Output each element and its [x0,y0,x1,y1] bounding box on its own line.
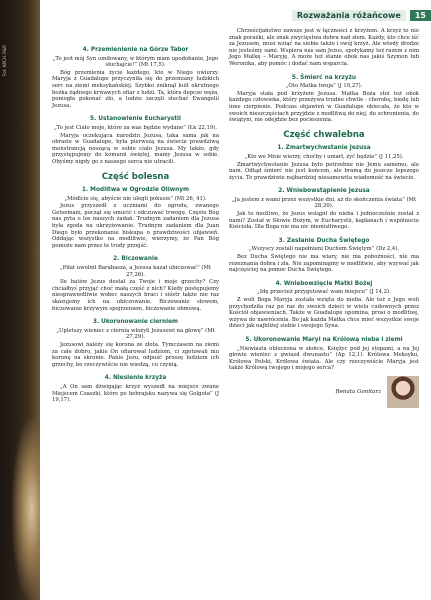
section-title: 5. Śmierć na krzyżu [291,74,357,81]
section-body: Bóg przemienia życie każdego, kto w Niego uwierzy. Maryja z Guadalupe przyczyniła się do przemiany ludzkich serc na ziemi meksykańskiej. Szybko zniknął kult okrutnego bożka żądnego krwawych ofiar z ludzi. Ta, która depcze węża, pomogła pokonać zło, a ludzie zaczęli słuchać Ewangelii Jezusa. [52,69,219,109]
section-body: Bez Ducha Świętego nie ma wiary, nie ma pobożności, nie ma rozeznania dobra i zła. Nie zapominajmy w modlitwie, aby wzywać jak najczęściej na pomoc Ducha Świętego. [229,254,419,274]
section-body: Jak to możliwe, że Jezus wstąpił do nieba i jednocześnie został z nami? Został w Słowie Bożym, w Eucharystii, kapłanach i wspólnocie Kościoła. Dla Boga nie ma nic niemożliwego. [229,211,419,231]
section-quote: „Piłat uwolnił Barabasza, a Jezusa kazał ubiczować” (Mt 27,26). [59,265,212,278]
section-body: Zmartwychwstanie Jezusa było potrzebne nie Jemu samemu, ale nam. Odtąd śmierć nie jest końcem, ale bramą do jeszcze lepszego życia. To prawdziwie najbardziej niesamowita wiadomość na świecie. [229,161,419,181]
page-header [292,8,431,22]
section-title: 3. Ukoronowanie cierniem [92,319,179,326]
author-avatar [387,376,419,408]
section-title: 5. Ukoronowanie Maryi na Królową nieba i ziemi [245,336,403,343]
section-body: Ile batów Jezus dostał za Twoje i moje grzechy? Czy chciałbyś przyjąć choć małą część z nich? Kiedy postępujemy niesprawiedliwie wobec naszych braci i sióstr także nie raz skazujemy ich na ubiczowanie. Biczowanie słowem, biczowanie krzywym spojrzeniem, biczowanie obmową. [52,279,219,312]
section-title: 3. Zesłanie Ducha Świętego [278,237,370,244]
photo-light [12,420,40,600]
right-intro-text: Chrześcijaństwo zawsze jest w łączności z krzyżem. A krzyż to nie znak porażki, ale znak zwycięstwa dobra nad złem. Każdy, kto chce iść za Jezusem, musi wziąć na siebie także i swój krzyż. Ale wtedy drodze nie jesteśmy sami. Wspiera nas sam Jezus, spotykamy też razem z nim Jego Matkę – Maryję. A może też stanie obok nas jakiś Szymon lub Weronika, aby pomóc i dodać nam wsparcia. [229,28,419,67]
signature-row [229,376,419,408]
right-column [229,28,419,408]
section-quote: „To jest Ciało moje, które za was będzie wydane” (Łk 22,19). [54,124,217,131]
section-quote: „Idę przecież przygotować wam miejsce” (J 14,2). [257,289,391,296]
section-title: 1. Zmartwychwstanie Jezusa [277,145,371,152]
section-quote: „Upletszy wieniec z ciernia włożyli Jezusowi na głowę” (Mt 27,29). [56,327,215,341]
section-body: „A On sam dźwigając krzyż wyszedł na miejsce zwane Miejscem Czaszki, które po hebrajsku nazywa się Golgota” (J 19,17). [52,383,219,404]
section-title: 2. Biczowanie [113,256,158,263]
section-quote: „Módlcie się, abyście nie ulegli pokusie” (Mt 26, 41). [64,195,207,202]
part-heading: Część chwalebna [283,129,365,140]
author-signature: Renata Gonitarz [335,388,381,395]
page-number: 15 [410,10,431,21]
section-quote: „Wszyscy zostali napełnieni Duchem Świętym” (Dz 2,4). [248,246,400,253]
section-body: Maryja oczekująca narodzin Jezusa, taka sama jak na obrazie w Guadalupe, była pierwszą na świecie prawdziwą monstrancją noszącą w sobie ciało Jezusa. My także, gdy przystępujemy do komunii świętej, mamy Jezusa w sobie. Obyśmy nigdy go z naszego serca nie utracili. [52,132,219,165]
section-body: Jezus przyszedł z uczniami do ogrodu, zwanego Getsemani, począł się smucić i odczuwać trwogę. Często Bóg nas pyta o los naszych zadań. Trudnym zadaniem dla Jezusa była zgoda na ukrzyżowanie. Trudnym zadaniem dla Juan Diego było przekonanie biskupa o prawdziwości objawień. Oddając wszystko na modlitwie, wierzymy, że Pan Bóg pomoże nam przez te trudy przejść. [52,203,219,249]
section-quote: „Ja jestem z wami przez wszystkie dni, aż do skończenia świata” (Mt 28,20). [231,196,417,210]
header-title: Rozważania różańcowe [292,10,406,21]
section-title: 1. Modlitwa w Ogrodzie Oliwnym [81,187,190,194]
photo-credit: Fot. ARCH. R&R [2,45,7,76]
section-title: 4. Wniebowzięcie Matki Bożej [275,280,373,287]
left-column [52,40,219,404]
section-quote: „Oto Matka twoja” (J 19,27). [285,83,363,90]
section-body: Jezusowi należy się korona ze złota. Tymczasem na ziemi za całe dobro, jakie On ofiarował ludziom, ci zgotowali mu koronę na skronie. Panie Jezu, odpuść proszę ludziom ich grzechy, bo rzeczywiście nie wiedzą, co czynią. [52,341,219,368]
section-title: 2. Wniebowstąpienie Jezusa [278,188,370,195]
section-quote: „To jest mój Syn umiłowany, w którym mam upodobanie, Jego słuchajcie!” (Mt 17,5). [52,55,219,69]
section-body: „Niewiasta obleczona w słońce, Księżyc pod jej stopami, a na Jej głowie wieniec z gwiazd dwunastu” (Ap 12,1). Królowa Meksyku, Królowa Polski, Królowa świata. Ale czy rzeczywiście Maryja jest także Królową twojego i mojego serca? [229,345,419,372]
section-title: 4. Przemienienie na Górze Tabor [82,47,189,53]
section-body: Z woli Boga Maryja została wzięta do nieba. Ale też z Jego woli przychodziła raz po raz do swoich dzieci w wielu cudownych przez Kościół objawieniach. Także w Guadalupe upomina, prosi o modlitwę, wzywa do nawrócenia. Bo jak każda Matka chce mieć wszystkie swoje dzieci jak najbliżej siebie i swojego Syna. [229,297,419,330]
section-quote: „Kto we Mnie wierzy, choćby i umarł, żyć będzie” (J 11,25). [244,153,404,160]
part-heading: Część bolesna [101,171,170,182]
section-title: 4. Niesienie krzyża [104,375,167,382]
section-body: Maryja stała pod krzyżem Jezusa. Matka Boża stoi też obok każdego człowieka, który przeżywa trudne chwile - chorobę, biedę lub inne cierpienie. Podczas objawień w Guadalupe obiecała, że kto w swoich nieszczęściach przyjdzie z modlitwą do niej, do schronienia, do świątyni, nie odejdzie bez pocieszenia. [229,90,419,124]
section-title: 5. Ustanowienie Eucharystii [90,116,181,123]
